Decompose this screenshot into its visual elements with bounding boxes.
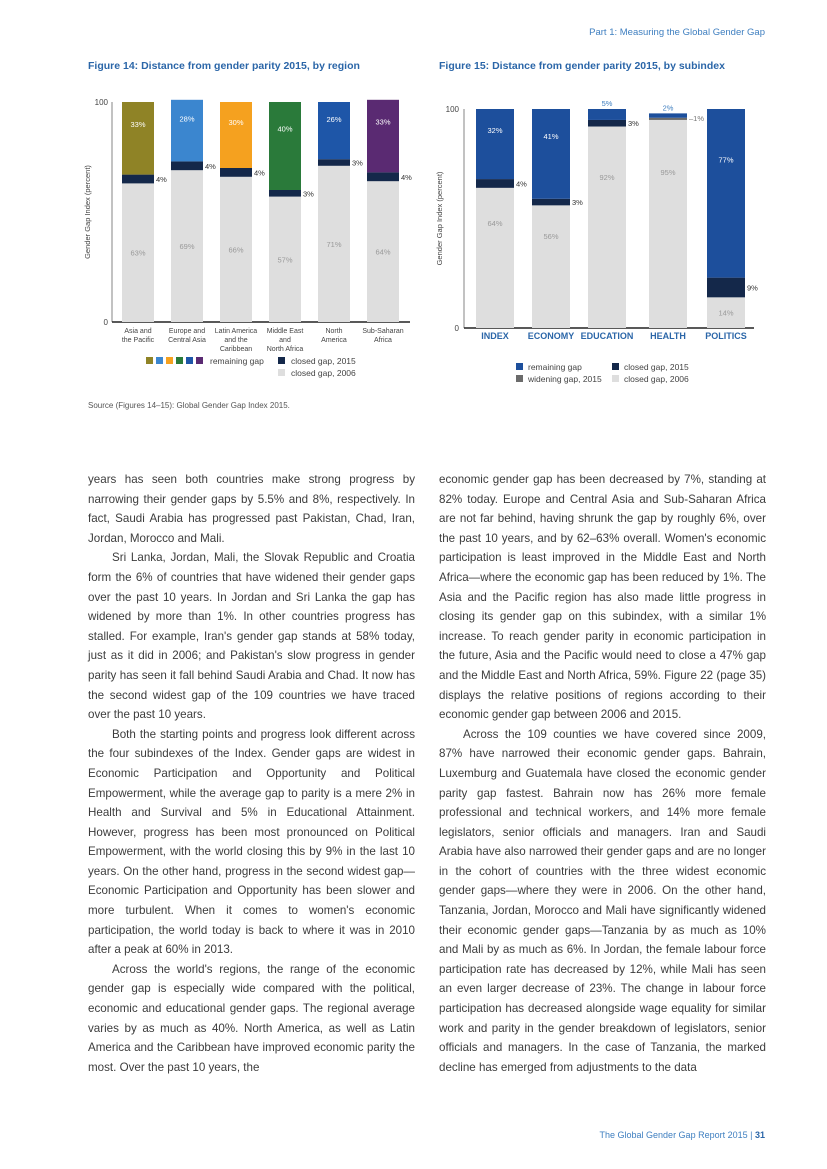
figure-15-chart bbox=[432, 88, 772, 393]
part-header: Part 1: Measuring the Global Gender Gap bbox=[589, 27, 765, 38]
data-label: 66% bbox=[228, 245, 244, 255]
figure-source: Source (Figures 14–15): Global Gender Gap Index 2015. bbox=[88, 401, 290, 410]
data-label: 14% bbox=[718, 308, 734, 318]
y-tick-label: 0 bbox=[103, 318, 108, 327]
x-tick-label: Sub-Saharan bbox=[362, 328, 404, 335]
figure-14-title: Figure 14: Distance from gender parity 2015, by region bbox=[88, 60, 360, 72]
x-tick-label: ECONOMY bbox=[527, 331, 575, 341]
bar-closed-2015 bbox=[171, 161, 203, 170]
paragraph: Both the starting points and progress look different across the four subindexes of the Index. Gender gaps are widest in Economic Participation and Opportunity and Political Empowerment, while the average gap to parity is a mere 2% in Health and Survival and 5% in Educational Attainment. However, progress has been most pronounced on Political Empowerment, with the world closing this by 9% in the last 10 years. On the other hand, progress in the second widest gap—Economic Participation and Opportunity has been slower and more turbulent. When it comes to women's economic participation, the world today is back to where it was in 2010 after a peak at 60% in 2013. bbox=[88, 727, 415, 957]
bar-closed-2015 bbox=[476, 179, 514, 188]
data-label: 33% bbox=[130, 119, 146, 129]
bar-remaining-gap bbox=[588, 109, 626, 120]
data-label: 3% bbox=[352, 158, 363, 168]
bar-remaining-gap bbox=[318, 102, 350, 159]
data-label: 64% bbox=[375, 247, 391, 257]
x-tick-label: EDUCATION bbox=[580, 331, 634, 341]
data-label: 3% bbox=[303, 189, 314, 199]
footer-separator: | bbox=[750, 1130, 753, 1140]
legend-swatch-remaining bbox=[156, 357, 163, 364]
x-tick-label: HEALTH bbox=[650, 331, 686, 341]
x-tick-label: Central Asia bbox=[168, 337, 206, 344]
figure-14-chart bbox=[80, 88, 410, 393]
page-number: 31 bbox=[754, 1130, 765, 1140]
y-tick-label: 100 bbox=[94, 98, 108, 107]
legend-label: closed gap, 2015 bbox=[291, 356, 356, 366]
bar-widening-gap bbox=[649, 118, 687, 120]
bar-closed-2015 bbox=[220, 168, 252, 177]
x-tick-label: Europe and bbox=[168, 328, 206, 335]
paragraph: Across the world's regions, the range of the economic gender gap is especially wide compared with the political, economic and educational gender gaps. The regional average varies by as much as 40%. North America, as well as Latin America and the Caribbean have improved economic parity the most. Over the past 10 years, the bbox=[88, 962, 415, 1074]
report-title: The Global Gender Gap Report 2015 bbox=[599, 1130, 748, 1140]
bar-closed-2015 bbox=[707, 278, 745, 298]
y-axis-label: Gender Gap Index (percent) bbox=[83, 165, 92, 259]
x-tick-label: and bbox=[279, 337, 291, 344]
data-label: 3% bbox=[628, 119, 639, 129]
bar-remaining-gap bbox=[367, 100, 399, 173]
bar-closed-2015 bbox=[318, 159, 350, 166]
data-label: 69% bbox=[179, 242, 195, 252]
bar-remaining-gap bbox=[269, 102, 301, 190]
data-label: 95% bbox=[660, 167, 676, 177]
data-label: 28% bbox=[179, 114, 195, 124]
legend-swatch-remaining bbox=[146, 357, 153, 364]
x-tick-label: INDEX bbox=[481, 331, 509, 341]
legend-swatch-widening bbox=[516, 375, 523, 382]
data-label: –1% bbox=[689, 113, 705, 123]
legend-label: closed gap, 2006 bbox=[291, 368, 356, 378]
data-label: 2% bbox=[662, 103, 674, 113]
legend-swatch-remaining bbox=[516, 363, 523, 370]
figure-15-title: Figure 15: Distance from gender parity 2015, by subindex bbox=[439, 60, 725, 72]
y-tick-label: 100 bbox=[445, 105, 459, 114]
legend-label: closed gap, 2006 bbox=[624, 374, 689, 384]
legend-label: closed gap, 2015 bbox=[624, 362, 689, 372]
x-tick-label: Africa bbox=[374, 337, 392, 344]
bar-closed-2006 bbox=[476, 188, 514, 328]
legend-swatch-remaining bbox=[166, 357, 173, 364]
paragraph: years has seen both countries make strong progress by narrowing their gender gaps by 5.5% and 8%, respectively. In fact, Saudi Arabia has progressed past Pakistan, Chad, Iran, Jordan, Morocco and Mali. bbox=[88, 473, 415, 545]
data-label: 40% bbox=[277, 124, 293, 134]
bar-closed-2006 bbox=[532, 205, 570, 328]
bar-remaining-gap bbox=[649, 113, 687, 117]
bar-closed-2006 bbox=[649, 120, 687, 328]
y-tick-label: 0 bbox=[454, 324, 459, 333]
bar-remaining-gap bbox=[122, 102, 154, 175]
body-column-right bbox=[439, 470, 766, 1077]
data-label: 5% bbox=[601, 99, 613, 108]
body-column-left bbox=[88, 470, 415, 1077]
bar-closed-2006 bbox=[588, 127, 626, 328]
x-tick-label: Caribbean bbox=[219, 346, 253, 353]
bar-closed-2015 bbox=[532, 199, 570, 206]
bar-remaining-gap bbox=[476, 109, 514, 179]
bar-closed-2015 bbox=[122, 175, 154, 184]
data-label: 77% bbox=[718, 155, 734, 165]
data-label: 4% bbox=[205, 161, 216, 171]
data-label: 4% bbox=[254, 168, 265, 178]
bar-remaining-gap bbox=[220, 102, 252, 168]
bar-remaining-gap bbox=[532, 109, 570, 199]
legend-swatch-closed-2006 bbox=[278, 369, 285, 376]
x-tick-label: North bbox=[325, 328, 343, 335]
x-tick-label: North Africa bbox=[266, 346, 304, 353]
x-tick-label: the Pacific bbox=[121, 337, 155, 344]
legend-swatch-closed-2015 bbox=[278, 357, 285, 364]
data-label: 92% bbox=[599, 172, 615, 182]
data-label: 4% bbox=[156, 175, 167, 184]
legend-swatch-closed-2006 bbox=[612, 375, 619, 382]
legend-swatch-remaining bbox=[196, 357, 203, 364]
paragraph: Sri Lanka, Jordan, Mali, the Slovak Republic and Croatia form the 6% of countries that have widened their gender gaps over the past 10 years. In Jordan and Sri Lanka the gap has widened by more than 1%. In other countries progress has stalled. For example, Iran's gender gap stands at 58% today, just as it did in 2006; and Pakistan's slow progress in gender parity has seen it fall behind Saudi Arabia and Chad. It now has the second widest gap of the 109 countries we have traced over the past 10 years. bbox=[88, 551, 415, 722]
bar-closed-2015 bbox=[269, 190, 301, 197]
data-label: 63% bbox=[130, 248, 146, 258]
data-label: 64% bbox=[487, 218, 503, 228]
paragraph: Across the 109 counties we have covered since 2009, 87% have narrowed their economic gender gaps. Bahrain, Luxemburg and Guatemala have closed the economic gender parity gap fastest. Bahrain now has 26% more female professional and technical workers, and 14% more female legislators, senior officials and managers. Iran and Saudi Arabia have also narrowed their gender gaps and are no longer in the cohort of countries with the three widest economic gender gaps—where they were in 2006. On the other hand, Tanzania, Jordan, Morocco and Mali have significantly widened their economic gender gaps—Tanzania by as much as 10% and Mali by as much as 6%. In Jordan, the female labour force participation rate has decreased by 12%, while Mali has seen an even larger decrease of 23%. The change in labour force participation has decreased alongside wage equality for similar work and parity in the gender breakdown of legislators, senior officials and managers. In the case of Tanzania, the marked decline has emerged from adjustments to the data bbox=[439, 727, 766, 1074]
legend-label: remaining gap bbox=[528, 362, 582, 372]
data-label: 32% bbox=[487, 126, 503, 136]
bar-closed-2015 bbox=[367, 172, 399, 181]
bar-remaining-gap bbox=[707, 109, 745, 278]
x-tick-label: America bbox=[321, 337, 347, 344]
x-tick-label: Middle East bbox=[266, 328, 304, 335]
data-label: 4% bbox=[516, 179, 527, 189]
data-label: 56% bbox=[543, 232, 559, 242]
bar-remaining-gap bbox=[171, 100, 203, 162]
data-label: 3% bbox=[572, 198, 583, 208]
data-label: 33% bbox=[375, 117, 391, 127]
legend-label: remaining gap bbox=[210, 356, 264, 366]
x-tick-label: Latin America bbox=[214, 328, 258, 335]
x-tick-label: POLITICS bbox=[705, 331, 747, 341]
legend-label: widening gap, 2015 bbox=[528, 374, 602, 384]
y-axis-label: Gender Gap Index (percent) bbox=[435, 171, 444, 266]
x-tick-label: and the bbox=[224, 337, 248, 344]
page-footer bbox=[600, 1130, 765, 1140]
data-label: 57% bbox=[277, 255, 293, 265]
data-label: 26% bbox=[326, 115, 342, 125]
legend-swatch-remaining bbox=[176, 357, 183, 364]
paragraph: economic gender gap has been decreased by 7%, standing at 82% today. Europe and Central Asia and Sub-Saharan Africa are not far behind, having shrunk the gap by roughly 6%, over the past 10 years, and by 62–63% overall. Women's economic participation is least improved in the Middle East and North Africa—where the economic gap has been reduced by 1%. The Asia and the Pacific region has also made little progress in closing its gender gap on this subindex, with a similar 1% increase. To reach gender parity in economic participation in the future, Asia and the Pacific would need to close a 47% gap and the Middle East and North Africa, 59%. Figure 22 (page 35) displays the relative positions of regions according to their economic gender gap between 2006 and 2015. bbox=[439, 473, 766, 722]
data-label: 30% bbox=[228, 117, 244, 127]
bar-closed-2015 bbox=[588, 120, 626, 127]
data-label: 41% bbox=[543, 131, 559, 141]
data-label: 4% bbox=[401, 172, 412, 182]
legend-swatch-remaining bbox=[186, 357, 193, 364]
data-label: 71% bbox=[326, 239, 342, 249]
x-tick-label: Asia and bbox=[124, 328, 152, 335]
legend-swatch-closed-2015 bbox=[612, 363, 619, 370]
data-label: 9% bbox=[747, 283, 758, 293]
